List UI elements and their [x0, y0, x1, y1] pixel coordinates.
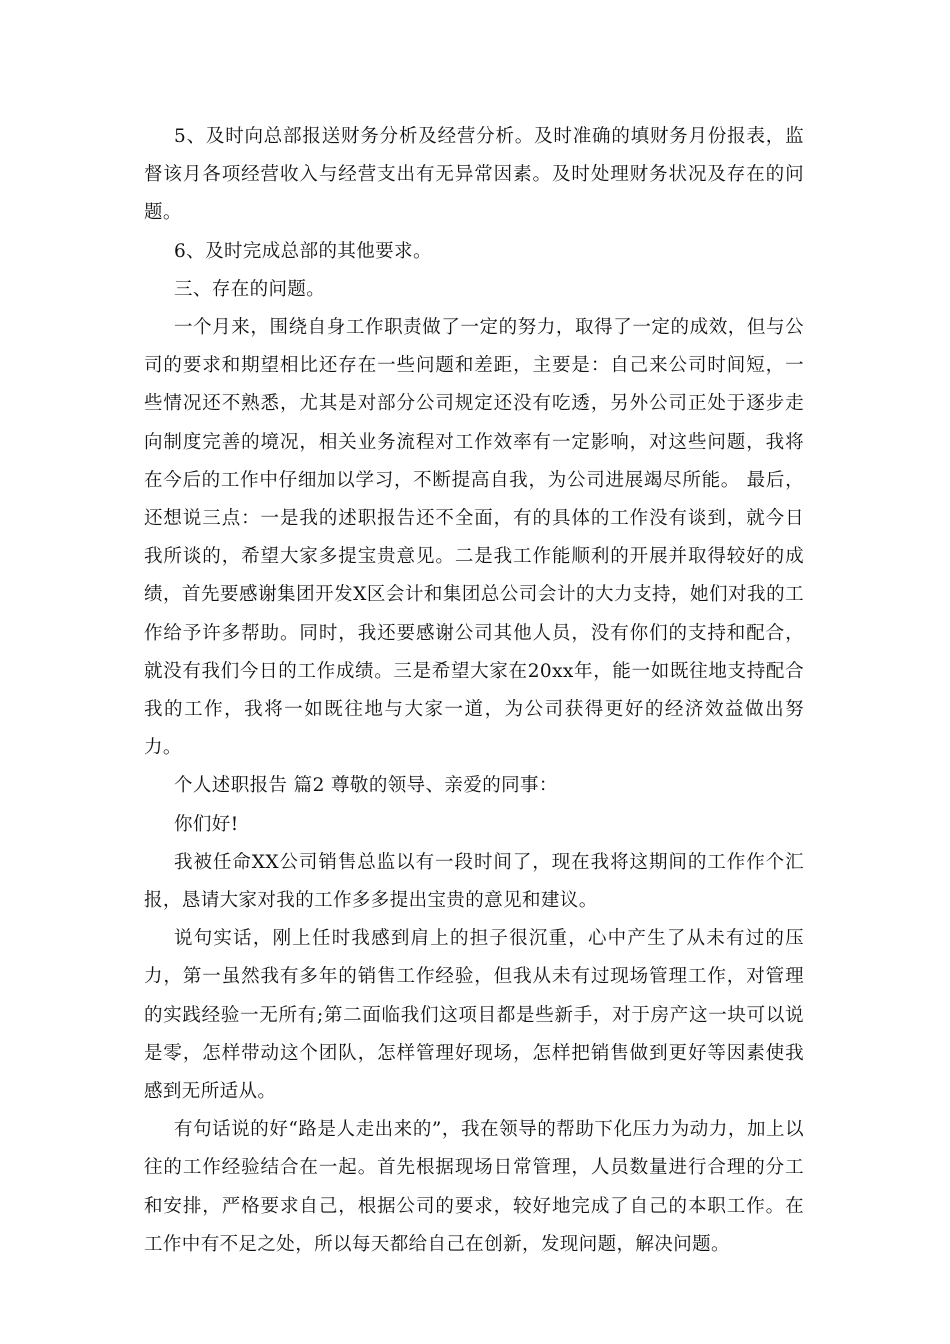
greeting: 你们好!: [174, 813, 239, 835]
paragraph-problems-body: 一个月来，围绕自身工作职责做了一定的努力，取得了一定的成效，但与公司的要求和期望相比还存在一些问题和差距，主要是：自己来公司时间短，一些情况还不熟悉，尤其是对部分公司规定还没有吃透，另外公司正处于逐步走向制度完善的境况，相关业务流程对工作效率有一定影响，对这些问题，我将在今后的工作中仔细加以学习，不断提高自我，为公司进展竭尽所能。 最后，还想说三点：一是我的述职报告还不全面，有的具体的工作没有谈到，就今日我所谈的，希望大家多提宝贵意见。二是我工作能顺利的开展并取得较好的成绩，首先要感谢集团开发X区会计和集团总公司会计的大力支持，她们对我的工作给予许多帮助。同时，我还要感谢公司其他人员，没有你们的支持和配合，就没有我们今日的工作成绩。三是希望大家在20xx年，能一如既往地支持配合我的工作，我将一如既往地与大家一道，为公司获得更好的经济效益做出努力。: [144, 317, 804, 759]
paragraph-pressure: 说句实话，刚上任时我感到肩上的担子很沉重，心中产生了从未有过的压力，第一虽然我有多年的销售工作经验，但我从未有过现场管理工作，对管理的实践经验一无所有;第二面临我们这项目都是些新手，对于房产这一块可以说是零，怎样带动这个团队，怎样管理好现场，怎样把销售做到更好等因素使我感到无所适从。: [144, 928, 804, 1103]
paragraph-intro: 我被任命XX公司销售总监以有一段时间了，现在我将这期间的工作作个汇报，恳请大家对我的工作多多提出宝贵的意见和建议。: [144, 851, 804, 912]
paragraph-item-6: 6、及时完成总部的其他要求。: [174, 240, 432, 262]
paragraph-item-5: 5、及时向总部报送财务分析及经营分析。及时准确的填财务月份报表，监督该月各项经营收入与经营支出有无异常因素。及时处理财务状况及存在的问题。: [144, 126, 804, 224]
document-body: [144, 118, 804, 1264]
section-heading-problems: 三、存在的问题。: [174, 278, 326, 300]
paragraph-motivation: 有句话说的好“路是人走出来的”，我在领导的帮助下化压力为动力，加上以往的工作经验结合在一起。首先根据现场日常管理，人员数量进行合理的分工和安排，严格要求自己，根据公司的要求，较好地完成了自己的本职工作。在工作中有不足之处，所以每天都给自己在创新，发现问题，解决问题。: [144, 1119, 804, 1255]
report-title-part2: 个人述职报告 篇2 尊敬的领导、亲爱的同事：: [174, 775, 558, 797]
